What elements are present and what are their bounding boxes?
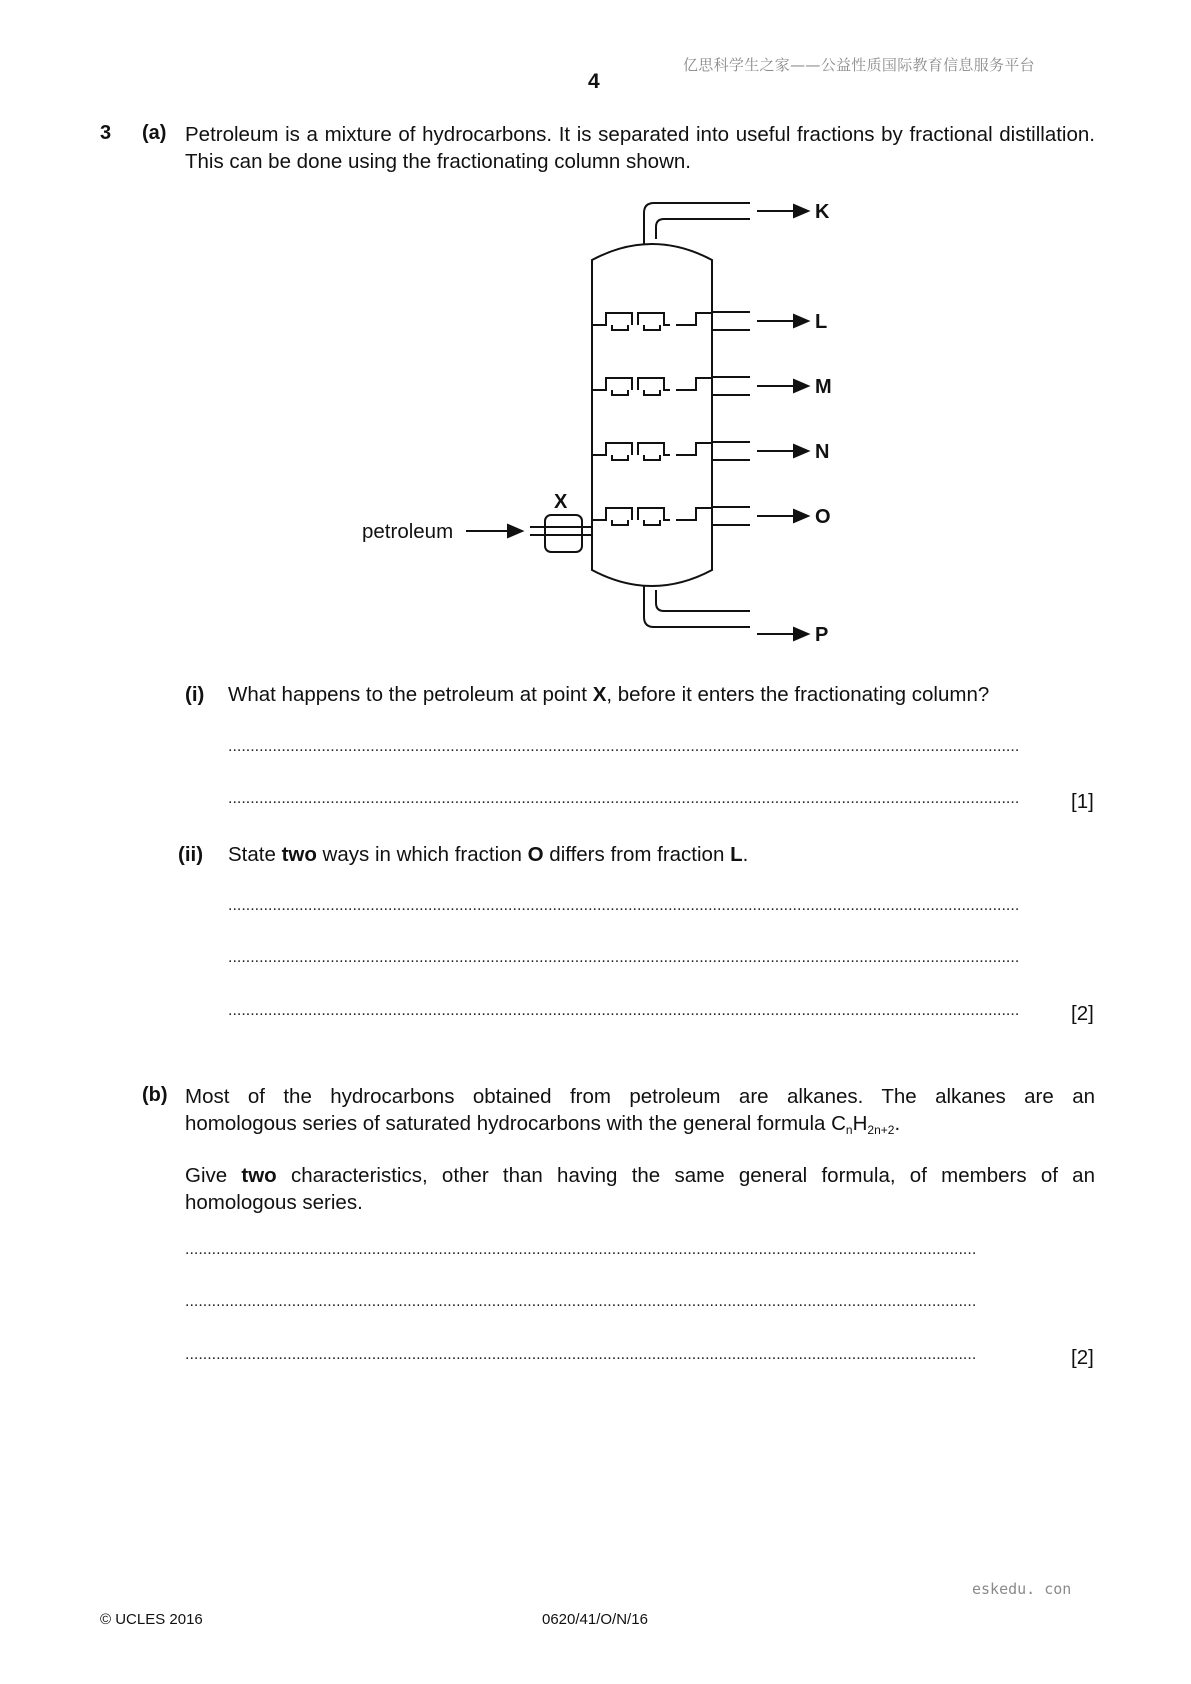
answer-line-a-i-1[interactable]: ..................................................................................................................................................................................: [228, 738, 1020, 755]
answer-line-b-3[interactable]: ..................................................................................................................................................................................: [185, 1346, 977, 1363]
header-watermark: 亿思科学生之家——公益性质国际教育信息服务平台: [683, 56, 1035, 74]
heater-label-x: X: [554, 491, 568, 513]
outlet-label-p: P: [815, 624, 829, 646]
part-b-instruction: Give two characteristics, other than having the same general formula, of members of an homologous series.: [185, 1164, 1095, 1214]
answer-line-b-1[interactable]: ..................................................................................................................................................................................: [185, 1241, 977, 1258]
mark-b: [2]: [1071, 1346, 1094, 1369]
part-b-line-1: Most of the hydrocarbons obtained from petroleum are alkanes. The alkanes are an: [185, 1085, 1095, 1108]
bottom-outlet-pipe: [644, 586, 750, 627]
mark-a-ii: [2]: [1071, 1002, 1094, 1025]
tray-3: [592, 443, 712, 455]
outlet-label-m: M: [815, 376, 832, 398]
answer-line-a-ii-1[interactable]: ..................................................................................................................................................................................: [228, 897, 1020, 914]
mark-a-i: [1]: [1071, 790, 1094, 813]
column-body: [592, 244, 712, 586]
outlet-label-n: N: [815, 441, 830, 463]
outlet-label-l: L: [815, 311, 828, 333]
tray-2: [592, 378, 712, 390]
footer-watermark: eskedu. con: [972, 1580, 1072, 1598]
part-a-i-question: What happens to the petroleum at point X, before it enters the fractionating column?: [228, 683, 990, 706]
answer-line-b-2[interactable]: ..................................................................................................................................................................................: [185, 1293, 977, 1310]
tray-4: [592, 508, 712, 520]
answer-line-a-ii-2[interactable]: ..................................................................................................................................................................................: [228, 949, 1020, 966]
top-outlet-pipe: [644, 203, 750, 244]
footer-paper-code: 0620/41/O/N/16: [542, 1611, 648, 1628]
feed-label: petroleum: [362, 520, 454, 543]
fractionating-column-diagram: [340, 190, 860, 650]
footer-copyright: © UCLES 2016: [100, 1611, 203, 1628]
outlet-label-k: K: [815, 201, 830, 223]
part-a-ii-question: State two ways in which fraction O differs from fraction L.: [228, 843, 749, 866]
question-number: 3: [100, 122, 112, 144]
tray-1: [592, 313, 712, 325]
part-b-line-2: homologous series of saturated hydrocarbons with the general formula $C_nH_{2n+2}$.: [185, 1112, 901, 1137]
part-b-label: (b): [142, 1084, 168, 1106]
part-a-label: (a): [142, 122, 167, 144]
page-number: 4: [588, 70, 600, 93]
part-a-text: Petroleum is a mixture of hydrocarbons. It is separated into useful fractions by fractional distillation. This can be done using the fractionating column shown.: [185, 123, 1095, 173]
part-a-ii-label: (ii): [178, 843, 204, 866]
answer-line-a-ii-3[interactable]: ..................................................................................................................................................................................: [228, 1002, 1020, 1019]
part-a-i-label: (i): [185, 683, 205, 706]
answer-line-a-i-2[interactable]: ..................................................................................................................................................................................: [228, 790, 1020, 807]
outlet-label-o: O: [815, 506, 831, 528]
